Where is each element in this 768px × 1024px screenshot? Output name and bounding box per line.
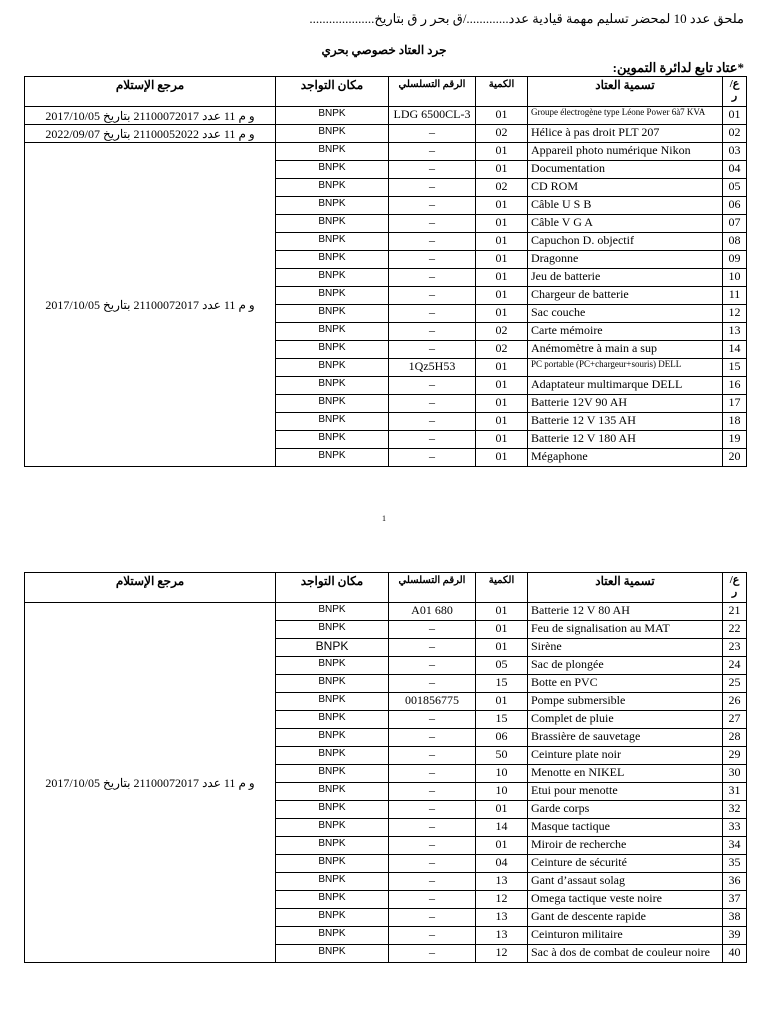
annex-header-line: ملحق عدد 10 لمحضر تسليم مهمة قيادية عدد............./ق بحر ر ق بتاريخ.................... bbox=[309, 11, 744, 26]
serial-number-cell: – bbox=[389, 639, 476, 657]
designation-cell: Hélice à pas droit PLT 207 bbox=[528, 125, 723, 143]
serial-number-cell: – bbox=[389, 621, 476, 639]
designation-cell: Adaptateur multimarque DELL bbox=[528, 377, 723, 395]
designation-cell: Etui pour menotte bbox=[528, 783, 723, 801]
designation-cell: Gant de descente rapide bbox=[528, 909, 723, 927]
location-cell: BNPK bbox=[276, 377, 389, 395]
quantity-cell: 15 bbox=[476, 675, 528, 693]
quantity-cell: 06 bbox=[476, 729, 528, 747]
row-number-cell: 30 bbox=[723, 765, 747, 783]
table-row bbox=[25, 603, 747, 621]
serial-number-cell: – bbox=[389, 711, 476, 729]
inventory-table-1 bbox=[24, 76, 747, 467]
designation-cell: Miroir de recherche bbox=[528, 837, 723, 855]
serial-number-cell: – bbox=[389, 909, 476, 927]
designation-cell: Anémomètre à main a sup bbox=[528, 341, 723, 359]
serial-number-cell: – bbox=[389, 161, 476, 179]
serial-number-cell: – bbox=[389, 729, 476, 747]
location-cell: BNPK bbox=[276, 161, 389, 179]
serial-number-cell: LDG 6500CL-3 bbox=[389, 107, 476, 125]
location-cell: BNPK bbox=[276, 765, 389, 783]
header-reference: مرجع الإستلام bbox=[25, 573, 276, 603]
designation-cell: Batterie 12 V 80 AH bbox=[528, 603, 723, 621]
row-number-cell: 01 bbox=[723, 107, 747, 125]
header-quantity: الكمية bbox=[476, 573, 528, 603]
document-title: جرد العتاد خصوصي بحري bbox=[321, 43, 447, 57]
row-number-cell: 34 bbox=[723, 837, 747, 855]
designation-cell: CD ROM bbox=[528, 179, 723, 197]
quantity-cell: 02 bbox=[476, 341, 528, 359]
location-cell: BNPK bbox=[276, 909, 389, 927]
location-cell: BNPK bbox=[276, 287, 389, 305]
designation-cell: Gant d’assaut solag bbox=[528, 873, 723, 891]
serial-number-cell: – bbox=[389, 215, 476, 233]
row-number-cell: 35 bbox=[723, 855, 747, 873]
designation-cell: Sac à dos de combat de couleur noire bbox=[528, 945, 723, 963]
reception-reference: و م 11 عدد 21100052022 بتاريخ 2022/09/07 bbox=[25, 125, 276, 143]
location-cell: BNPK bbox=[276, 233, 389, 251]
header-location: مكان التواجد bbox=[276, 77, 389, 107]
quantity-cell: 01 bbox=[476, 143, 528, 161]
serial-number-cell: – bbox=[389, 873, 476, 891]
designation-cell: Masque tactique bbox=[528, 819, 723, 837]
reception-reference: و م 11 عدد 21100072017 بتاريخ 2017/10/05 bbox=[25, 143, 276, 467]
serial-number-cell: – bbox=[389, 377, 476, 395]
header-location: مكان التواجد bbox=[276, 573, 389, 603]
row-number-cell: 39 bbox=[723, 927, 747, 945]
designation-cell: Complet de pluie bbox=[528, 711, 723, 729]
quantity-cell: 12 bbox=[476, 891, 528, 909]
designation-cell: Sirène bbox=[528, 639, 723, 657]
designation-cell: Feu de signalisation au MAT bbox=[528, 621, 723, 639]
row-number-cell: 10 bbox=[723, 269, 747, 287]
designation-cell: Ceinturon militaire bbox=[528, 927, 723, 945]
quantity-cell: 01 bbox=[476, 377, 528, 395]
row-number-cell: 11 bbox=[723, 287, 747, 305]
designation-cell: Documentation bbox=[528, 161, 723, 179]
serial-number-cell: – bbox=[389, 837, 476, 855]
row-number-cell: 37 bbox=[723, 891, 747, 909]
serial-number-cell: 001856775 bbox=[389, 693, 476, 711]
quantity-cell: 15 bbox=[476, 711, 528, 729]
serial-number-cell: – bbox=[389, 819, 476, 837]
location-cell: BNPK bbox=[276, 747, 389, 765]
quantity-cell: 14 bbox=[476, 819, 528, 837]
reception-reference: و م 11 عدد 21100072017 بتاريخ 2017/10/05 bbox=[25, 603, 276, 963]
location-cell: BNPK bbox=[276, 801, 389, 819]
quantity-cell: 01 bbox=[476, 449, 528, 467]
serial-number-cell: – bbox=[389, 323, 476, 341]
location-cell: BNPK bbox=[276, 927, 389, 945]
serial-number-cell: – bbox=[389, 927, 476, 945]
quantity-cell: 05 bbox=[476, 657, 528, 675]
location-cell: BNPK bbox=[276, 125, 389, 143]
row-number-cell: 06 bbox=[723, 197, 747, 215]
table-row bbox=[25, 107, 747, 125]
quantity-cell: 01 bbox=[476, 639, 528, 657]
quantity-cell: 13 bbox=[476, 873, 528, 891]
location-cell: BNPK bbox=[276, 269, 389, 287]
designation-cell: Sac couche bbox=[528, 305, 723, 323]
serial-number-cell: – bbox=[389, 801, 476, 819]
serial-number-cell: – bbox=[389, 179, 476, 197]
serial-number-cell: – bbox=[389, 891, 476, 909]
row-number-cell: 20 bbox=[723, 449, 747, 467]
location-cell: BNPK bbox=[276, 675, 389, 693]
page-number: 1 bbox=[382, 514, 386, 523]
quantity-cell: 01 bbox=[476, 305, 528, 323]
quantity-cell: 10 bbox=[476, 783, 528, 801]
row-number-cell: 15 bbox=[723, 359, 747, 377]
serial-number-cell: – bbox=[389, 945, 476, 963]
quantity-cell: 01 bbox=[476, 197, 528, 215]
location-cell: BNPK bbox=[276, 837, 389, 855]
quantity-cell: 01 bbox=[476, 251, 528, 269]
row-number-cell: 32 bbox=[723, 801, 747, 819]
quantity-cell: 13 bbox=[476, 927, 528, 945]
table-header-row bbox=[25, 77, 747, 107]
serial-number-cell: – bbox=[389, 251, 476, 269]
row-number-cell: 23 bbox=[723, 639, 747, 657]
designation-cell: Brassière de sauvetage bbox=[528, 729, 723, 747]
row-number-cell: 33 bbox=[723, 819, 747, 837]
row-number-cell: 21 bbox=[723, 603, 747, 621]
quantity-cell: 01 bbox=[476, 621, 528, 639]
quantity-cell: 01 bbox=[476, 107, 528, 125]
header-quantity: الكمية bbox=[476, 77, 528, 107]
quantity-cell: 02 bbox=[476, 179, 528, 197]
row-number-cell: 31 bbox=[723, 783, 747, 801]
header-designation: تسمية العتاد bbox=[528, 77, 723, 107]
row-number-cell: 02 bbox=[723, 125, 747, 143]
serial-number-cell: – bbox=[389, 197, 476, 215]
location-cell: BNPK bbox=[276, 107, 389, 125]
quantity-cell: 01 bbox=[476, 693, 528, 711]
designation-cell: Batterie 12V 90 AH bbox=[528, 395, 723, 413]
row-number-cell: 12 bbox=[723, 305, 747, 323]
location-cell: BNPK bbox=[276, 305, 389, 323]
location-cell: BNPK bbox=[276, 143, 389, 161]
table-row bbox=[25, 143, 747, 161]
row-number-cell: 26 bbox=[723, 693, 747, 711]
row-number-cell: 08 bbox=[723, 233, 747, 251]
quantity-cell: 01 bbox=[476, 801, 528, 819]
location-cell: BNPK bbox=[276, 449, 389, 467]
location-cell: BNPK bbox=[276, 711, 389, 729]
location-cell: BNPK bbox=[276, 251, 389, 269]
location-cell: BNPK bbox=[276, 197, 389, 215]
designation-cell: Batterie 12 V 135 AH bbox=[528, 413, 723, 431]
designation-cell: Groupe électrogène type Léone Power 6à7 KVA bbox=[528, 107, 723, 125]
serial-number-cell: A01 680 bbox=[389, 603, 476, 621]
serial-number-cell: – bbox=[389, 747, 476, 765]
location-cell: BNPK bbox=[276, 657, 389, 675]
location-cell: BNPK bbox=[276, 693, 389, 711]
serial-number-cell: – bbox=[389, 783, 476, 801]
quantity-cell: 01 bbox=[476, 269, 528, 287]
row-number-cell: 04 bbox=[723, 161, 747, 179]
row-number-cell: 36 bbox=[723, 873, 747, 891]
designation-cell: Sac de plongée bbox=[528, 657, 723, 675]
serial-number-cell: – bbox=[389, 675, 476, 693]
quantity-cell: 01 bbox=[476, 837, 528, 855]
location-cell: BNPK bbox=[276, 323, 389, 341]
location-cell: BNPK bbox=[276, 783, 389, 801]
row-number-cell: 29 bbox=[723, 747, 747, 765]
designation-cell: Ceinture de sécurité bbox=[528, 855, 723, 873]
row-number-cell: 28 bbox=[723, 729, 747, 747]
quantity-cell: 01 bbox=[476, 233, 528, 251]
header-number: ع/ ر bbox=[723, 573, 747, 603]
location-cell: BNPK bbox=[276, 341, 389, 359]
quantity-cell: 01 bbox=[476, 161, 528, 179]
location-cell: BNPK bbox=[276, 945, 389, 963]
quantity-cell: 02 bbox=[476, 125, 528, 143]
header-serial: الرقم التسلسلي bbox=[389, 77, 476, 107]
table-row bbox=[25, 125, 747, 143]
header-reference: مرجع الإستلام bbox=[25, 77, 276, 107]
quantity-cell: 12 bbox=[476, 945, 528, 963]
serial-number-cell: – bbox=[389, 431, 476, 449]
quantity-cell: 01 bbox=[476, 395, 528, 413]
designation-cell: Jeu de batterie bbox=[528, 269, 723, 287]
designation-cell: Menotte en NIKEL bbox=[528, 765, 723, 783]
designation-cell: Capuchon D. objectif bbox=[528, 233, 723, 251]
quantity-cell: 13 bbox=[476, 909, 528, 927]
reception-reference: و م 11 عدد 21100072017 بتاريخ 2017/10/05 bbox=[25, 107, 276, 125]
designation-cell: PC portable (PC+chargeur+souris) DELL bbox=[528, 359, 723, 377]
row-number-cell: 13 bbox=[723, 323, 747, 341]
quantity-cell: 01 bbox=[476, 413, 528, 431]
serial-number-cell: – bbox=[389, 413, 476, 431]
designation-cell: Câble V G A bbox=[528, 215, 723, 233]
row-number-cell: 07 bbox=[723, 215, 747, 233]
row-number-cell: 16 bbox=[723, 377, 747, 395]
row-number-cell: 19 bbox=[723, 431, 747, 449]
row-number-cell: 18 bbox=[723, 413, 747, 431]
inventory-table-2 bbox=[24, 572, 747, 963]
serial-number-cell: – bbox=[389, 395, 476, 413]
row-number-cell: 38 bbox=[723, 909, 747, 927]
location-cell: BNPK bbox=[276, 729, 389, 747]
location-cell: BNPK bbox=[276, 359, 389, 377]
designation-cell: Mégaphone bbox=[528, 449, 723, 467]
serial-number-cell: – bbox=[389, 341, 476, 359]
header-designation: تسمية العتاد bbox=[528, 573, 723, 603]
serial-number-cell: – bbox=[389, 765, 476, 783]
quantity-cell: 01 bbox=[476, 431, 528, 449]
quantity-cell: 50 bbox=[476, 747, 528, 765]
location-cell: BNPK bbox=[276, 819, 389, 837]
serial-number-cell: – bbox=[389, 657, 476, 675]
serial-number-cell: – bbox=[389, 449, 476, 467]
designation-cell: Botte en PVC bbox=[528, 675, 723, 693]
serial-number-cell: – bbox=[389, 855, 476, 873]
row-number-cell: 14 bbox=[723, 341, 747, 359]
table-header-row bbox=[25, 573, 747, 603]
serial-number-cell: – bbox=[389, 269, 476, 287]
location-cell: BNPK bbox=[276, 621, 389, 639]
location-cell: BNPK bbox=[276, 603, 389, 621]
designation-cell: Carte mémoire bbox=[528, 323, 723, 341]
quantity-cell: 01 bbox=[476, 215, 528, 233]
location-cell: BNPK bbox=[276, 855, 389, 873]
quantity-cell: 01 bbox=[476, 359, 528, 377]
designation-cell: Appareil photo numérique Nikon bbox=[528, 143, 723, 161]
row-number-cell: 25 bbox=[723, 675, 747, 693]
location-cell: BNPK bbox=[276, 413, 389, 431]
location-cell: BNPK bbox=[276, 639, 389, 657]
designation-cell: Garde corps bbox=[528, 801, 723, 819]
serial-number-cell: – bbox=[389, 305, 476, 323]
quantity-cell: 01 bbox=[476, 603, 528, 621]
row-number-cell: 27 bbox=[723, 711, 747, 729]
row-number-cell: 40 bbox=[723, 945, 747, 963]
designation-cell: Pompe submersible bbox=[528, 693, 723, 711]
designation-cell: Ceinture plate noir bbox=[528, 747, 723, 765]
row-number-cell: 22 bbox=[723, 621, 747, 639]
quantity-cell: 01 bbox=[476, 287, 528, 305]
serial-number-cell: – bbox=[389, 233, 476, 251]
designation-cell: Chargeur de batterie bbox=[528, 287, 723, 305]
header-serial: الرقم التسلسلي bbox=[389, 573, 476, 603]
location-cell: BNPK bbox=[276, 891, 389, 909]
row-number-cell: 24 bbox=[723, 657, 747, 675]
serial-number-cell: – bbox=[389, 143, 476, 161]
serial-number-cell: 1Qz5H53 bbox=[389, 359, 476, 377]
designation-cell: Câble U S B bbox=[528, 197, 723, 215]
quantity-cell: 02 bbox=[476, 323, 528, 341]
row-number-cell: 09 bbox=[723, 251, 747, 269]
header-number: ع/ ر bbox=[723, 77, 747, 107]
designation-cell: Batterie 12 V 180 AH bbox=[528, 431, 723, 449]
location-cell: BNPK bbox=[276, 431, 389, 449]
location-cell: BNPK bbox=[276, 873, 389, 891]
designation-cell: Omega tactique veste noire bbox=[528, 891, 723, 909]
location-cell: BNPK bbox=[276, 179, 389, 197]
row-number-cell: 03 bbox=[723, 143, 747, 161]
section-title: *عتاد تابع لدائرة التموين: bbox=[612, 60, 744, 75]
row-number-cell: 05 bbox=[723, 179, 747, 197]
serial-number-cell: – bbox=[389, 287, 476, 305]
row-number-cell: 17 bbox=[723, 395, 747, 413]
location-cell: BNPK bbox=[276, 395, 389, 413]
quantity-cell: 04 bbox=[476, 855, 528, 873]
designation-cell: Dragonne bbox=[528, 251, 723, 269]
serial-number-cell: – bbox=[389, 125, 476, 143]
quantity-cell: 10 bbox=[476, 765, 528, 783]
location-cell: BNPK bbox=[276, 215, 389, 233]
